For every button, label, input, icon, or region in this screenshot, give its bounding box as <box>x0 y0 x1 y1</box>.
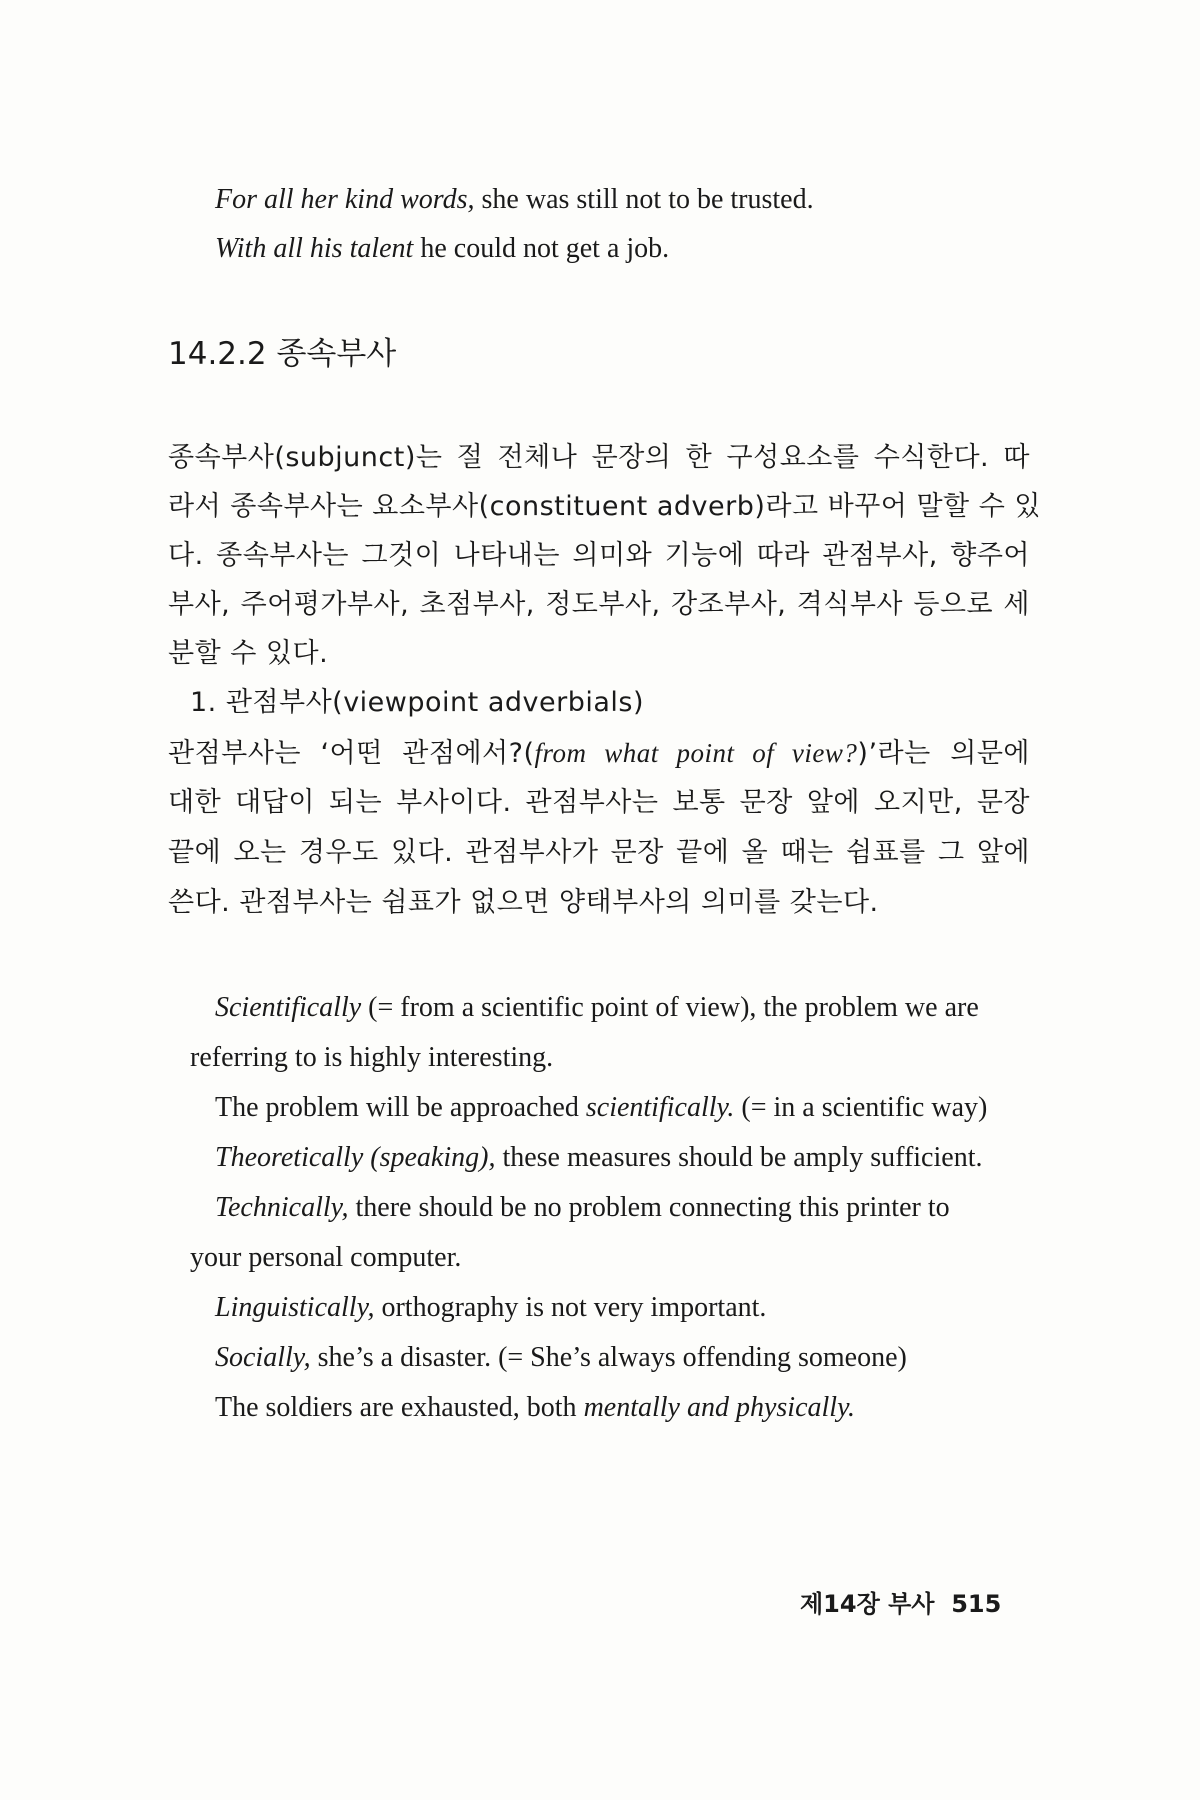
example-4-continued: your personal computer. <box>190 1242 462 1273</box>
paragraph2-line-4: 쓴다. 관점부사는 쉼표가 없으면 양태부사의 의미를 갖는다. <box>168 887 879 918</box>
example-1-continued: referring to is highly interesting. <box>190 1042 554 1073</box>
paragraph1-line-5: 분할 수 있다. <box>168 638 329 669</box>
paragraph1-line-1: 종속부사(subjunct)는 절 전체나 문장의 한 구성요소를 수식한다. 따 <box>168 442 1030 473</box>
intro-example-2: With all his talent he could not get a job. <box>215 233 670 264</box>
paragraph1-line-2: 라서 종속부사는 요소부사(constituent adverb)라고 바꾸어 말할 수 있 <box>168 491 1041 522</box>
example-6: Socially, she’s a disaster. (= She’s always offending someone) <box>215 1342 907 1373</box>
chapter-label: 제14장 부사 <box>800 1590 935 1618</box>
example-1: Scientifically (= from a scientific point of view), the problem we are <box>215 992 979 1023</box>
example-2: The problem will be approached scientifically. (= in a scientific way) <box>215 1092 988 1123</box>
intro-example-1: For all her kind words, she was still not to be trusted. <box>215 184 814 215</box>
paragraph1-line-3: 다. 종속부사는 그것이 나타내는 의미와 기능에 따라 관점부사, 향주어 <box>168 540 1030 571</box>
paragraph1-line-4: 부사, 주어평가부사, 초점부사, 정도부사, 강조부사, 격식부사 등으로 세 <box>168 589 1030 620</box>
paragraph2-line-2: 대한 대답이 되는 부사이다. 관점부사는 보통 문장 앞에 오지만, 문장 <box>168 787 1030 818</box>
section-heading: 14.2.2 종속부사 <box>168 336 397 372</box>
paragraph2-line-1: 관점부사는 ‘어떤 관점에서?(from what point of view?)’라는 의문에 <box>168 738 1031 769</box>
page-number: 515 <box>951 1590 1002 1618</box>
example-3: Theoretically (speaking), these measures should be amply sufficient. <box>215 1142 983 1173</box>
subsection-title: 1. 관점부사(viewpoint adverbials) <box>190 687 644 718</box>
running-footer <box>800 1586 1001 1622</box>
example-7: The soldiers are exhausted, both mentally and physically. <box>215 1392 855 1423</box>
paragraph2-line-3: 끝에 오는 경우도 있다. 관점부사가 문장 끝에 올 때는 쉼표를 그 앞에 <box>168 837 1030 868</box>
example-4: Technically, there should be no problem connecting this printer to <box>215 1192 950 1223</box>
example-5: Linguistically, orthography is not very important. <box>215 1292 767 1323</box>
